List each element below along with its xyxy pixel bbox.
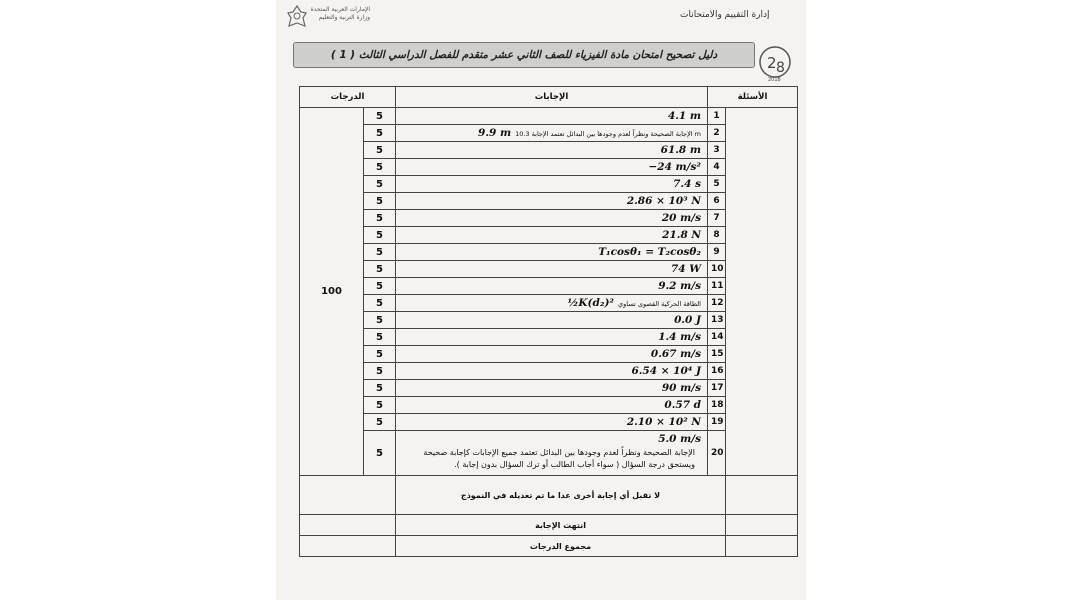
- row-answer: 0.67 m/s: [396, 346, 708, 363]
- row-number: 6: [708, 193, 726, 210]
- table-row: [300, 125, 798, 142]
- row-number: 8: [708, 227, 726, 244]
- row-number: 19: [708, 414, 726, 431]
- row-answer: 2.86 × 10³ N: [396, 193, 708, 210]
- row-grade: 5: [364, 312, 396, 329]
- row-number: 7: [708, 210, 726, 227]
- page-title: دليل تصحيح امتحان مادة الفيزياء للصف الثاني عشر متقدم للفصل الدراسي الثالث ( 1 ): [293, 42, 755, 68]
- row-number: 4: [708, 159, 726, 176]
- row-number: 17: [708, 380, 726, 397]
- footer-note-row: [300, 476, 798, 515]
- row-number: 10: [708, 261, 726, 278]
- row-answer: −24 m/s²: [396, 159, 708, 176]
- svg-text:2: 2: [767, 54, 777, 72]
- table-row: [300, 312, 798, 329]
- row-answer: 1.4 m/s: [396, 329, 708, 346]
- table-row: [300, 329, 798, 346]
- row-answer: 21.8 N: [396, 227, 708, 244]
- row-number: 11: [708, 278, 726, 295]
- total-grade: 100: [300, 108, 364, 476]
- questions-blank: [726, 108, 798, 476]
- col-questions: الأسئلة: [708, 87, 798, 108]
- ministry-name: الإمارات العربية المتحدة وزارة التربية والتعليم: [310, 6, 370, 21]
- row-number: 2: [708, 125, 726, 142]
- footer-note: لا تقبل أي إجابة أخرى عدا ما تم تعديله في النموذج: [396, 476, 726, 515]
- department-name: إدارة التقييم والامتحانات: [680, 10, 770, 20]
- table-row: [300, 397, 798, 414]
- row-answer: 20 m/s: [396, 210, 708, 227]
- row-grade: 5: [364, 176, 396, 193]
- row-answer: 61.8 m: [396, 142, 708, 159]
- row-answer: 0.0 J: [396, 312, 708, 329]
- row-grade: 5: [364, 380, 396, 397]
- row-answer: 0.57 d: [396, 397, 708, 414]
- table-row: [300, 244, 798, 261]
- table-row: [300, 295, 798, 312]
- row-answer: 90 m/s: [396, 380, 708, 397]
- row-grade: 5: [364, 125, 396, 142]
- row-number: 16: [708, 363, 726, 380]
- year-logo-icon: [757, 42, 793, 84]
- row-grade: 5: [364, 159, 396, 176]
- table-row: [300, 210, 798, 227]
- table-row: [300, 176, 798, 193]
- table-row: [300, 431, 798, 476]
- end-row: [300, 515, 798, 536]
- row-grade: 5: [364, 278, 396, 295]
- row-number: 9: [708, 244, 726, 261]
- row-number: 1: [708, 108, 726, 125]
- row-number: 12: [708, 295, 726, 312]
- table-row: [300, 278, 798, 295]
- row-answer: T₁cosθ₁ = T₂cosθ₂: [396, 244, 708, 261]
- emblem-icon: [286, 4, 308, 30]
- row-answer: 4.1 m: [396, 108, 708, 125]
- table-row: [300, 108, 798, 125]
- row-answer: ½K(d₂)² الطاقة الحركية القصوى تساوي: [396, 295, 708, 312]
- row-grade: 5: [364, 414, 396, 431]
- svg-text:8: 8: [776, 60, 785, 76]
- row-number: 14: [708, 329, 726, 346]
- row-grade: 5: [364, 346, 396, 363]
- table-row: [300, 193, 798, 210]
- col-grades: الدرجات: [300, 87, 396, 108]
- table-row: [300, 227, 798, 244]
- table-row: [300, 261, 798, 278]
- row-answer: 9.2 m/s: [396, 278, 708, 295]
- row-answer: 6.54 × 10⁴ J: [396, 363, 708, 380]
- sum-label: مجموع الدرجات: [396, 536, 726, 557]
- table-row: [300, 414, 798, 431]
- table-row: [300, 159, 798, 176]
- row-grade: 5: [364, 397, 396, 414]
- row-grade: 5: [364, 108, 396, 125]
- row-grade: 5: [364, 295, 396, 312]
- table-row: [300, 363, 798, 380]
- end-label: انتهت الإجابة: [396, 515, 726, 536]
- row-number: 13: [708, 312, 726, 329]
- row-grade: 5: [364, 244, 396, 261]
- answer-key-table: [299, 86, 798, 557]
- table-row: [300, 142, 798, 159]
- row-grade: 5: [364, 261, 396, 278]
- row-number: 3: [708, 142, 726, 159]
- row-answer: 9.9 m الإجابة الصحيحة ونظراً لعدم وجودها بين البدائل تعتمد الإجابة 10.3 m: [396, 125, 708, 142]
- table-row: [300, 380, 798, 397]
- row-number: 15: [708, 346, 726, 363]
- table-row: [300, 346, 798, 363]
- row-answer: 74 W: [396, 261, 708, 278]
- row-answer: 5.0 m/s الإجابة الصحيحة ونظراً لعدم وجودها بين البدائل تعتمد جميع الإجابات كإجابة صحيحة ويستحق درجة السؤال ( سواء أجاب الطالب أو ترك السؤال بدون إجابة ).: [396, 431, 708, 476]
- row-number: 20: [708, 431, 726, 476]
- row-answer: 7.4 s: [396, 176, 708, 193]
- row-answer: 2.10 × 10² N: [396, 414, 708, 431]
- row-grade: 5: [364, 193, 396, 210]
- row-grade: 5: [364, 363, 396, 380]
- row-number: 18: [708, 397, 726, 414]
- row-grade: 5: [364, 227, 396, 244]
- row-grade: 5: [364, 210, 396, 227]
- row-grade: 5: [364, 431, 396, 476]
- col-answers: الإجابات: [396, 87, 708, 108]
- row-number: 5: [708, 176, 726, 193]
- sum-row: [300, 536, 798, 557]
- svg-text:2018: 2018: [768, 77, 781, 83]
- row-grade: 5: [364, 329, 396, 346]
- row-grade: 5: [364, 142, 396, 159]
